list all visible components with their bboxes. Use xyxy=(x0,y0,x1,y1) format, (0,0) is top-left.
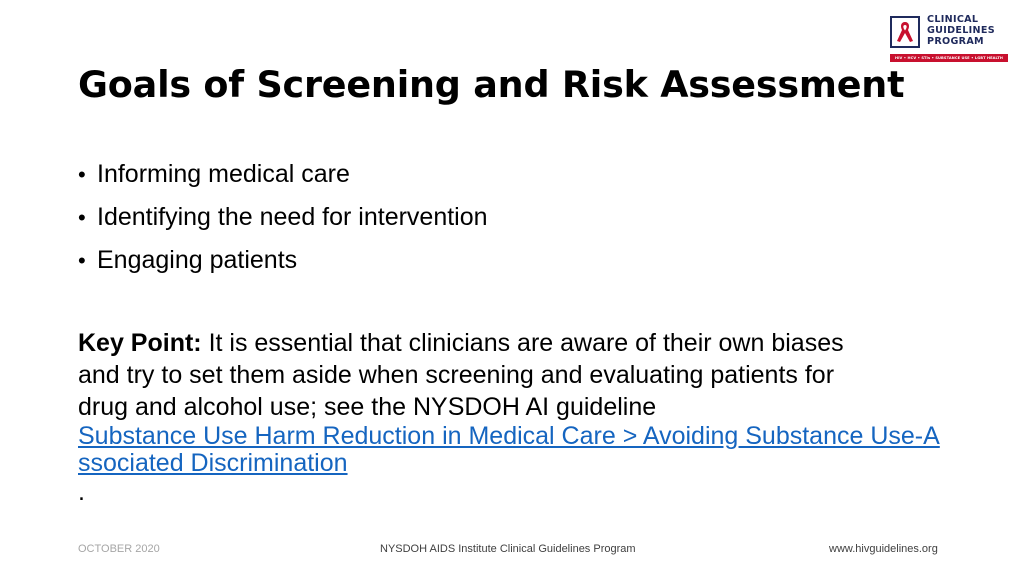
bullet-text: Engaging patients xyxy=(97,246,298,274)
footer-website: www.hivguidelines.org xyxy=(829,543,938,555)
bullet-marker: • xyxy=(78,248,86,273)
bullet-marker: • xyxy=(78,205,86,230)
slide-title: Goals of Screening and Risk Assessment xyxy=(78,63,905,106)
key-point-period: . xyxy=(78,478,85,506)
clinical-guidelines-logo xyxy=(890,14,1008,66)
key-point-line-1 xyxy=(78,327,948,359)
logo-tagline-bar xyxy=(890,54,1008,62)
key-point-text-1: It is essential that clinicians are aware of their own biases xyxy=(201,329,844,357)
guideline-link[interactable]: Substance Use Harm Reduction in Medical Care > Avoiding Substance Use-Associated Discrimination xyxy=(78,422,940,477)
footer-program: NYSDOH AIDS Institute Clinical Guidelines Program xyxy=(380,543,636,555)
logo-line-1: CLINICAL xyxy=(927,14,979,25)
key-point-line-2: and try to set them aside when screening and evaluating patients for xyxy=(78,361,835,389)
key-point-line-3: drug and alcohol use; see the NYSDOH AI guideline xyxy=(78,393,657,421)
logo-line-3: PROGRAM xyxy=(927,36,984,47)
bullet-text: Informing medical care xyxy=(97,160,350,188)
key-point-label: Key Point: xyxy=(78,329,202,357)
logo-wordmark xyxy=(927,14,995,47)
logo-tagline: HIV • HCV • STIs • SUBSTANCE USE • LGBT HEALTH xyxy=(894,56,1004,60)
bullet-text: Identifying the need for intervention xyxy=(97,203,488,231)
logo-line-2: GUIDELINES xyxy=(927,25,995,36)
bullet-item xyxy=(78,196,488,239)
bullet-item xyxy=(78,239,488,282)
bullet-list xyxy=(78,153,488,282)
logo-emblem xyxy=(890,16,920,48)
footer-date: OCTOBER 2020 xyxy=(78,543,160,555)
bullet-item xyxy=(78,153,488,196)
key-point-block xyxy=(78,327,948,507)
bullet-marker: • xyxy=(78,162,86,187)
red-ribbon-icon xyxy=(892,18,918,46)
